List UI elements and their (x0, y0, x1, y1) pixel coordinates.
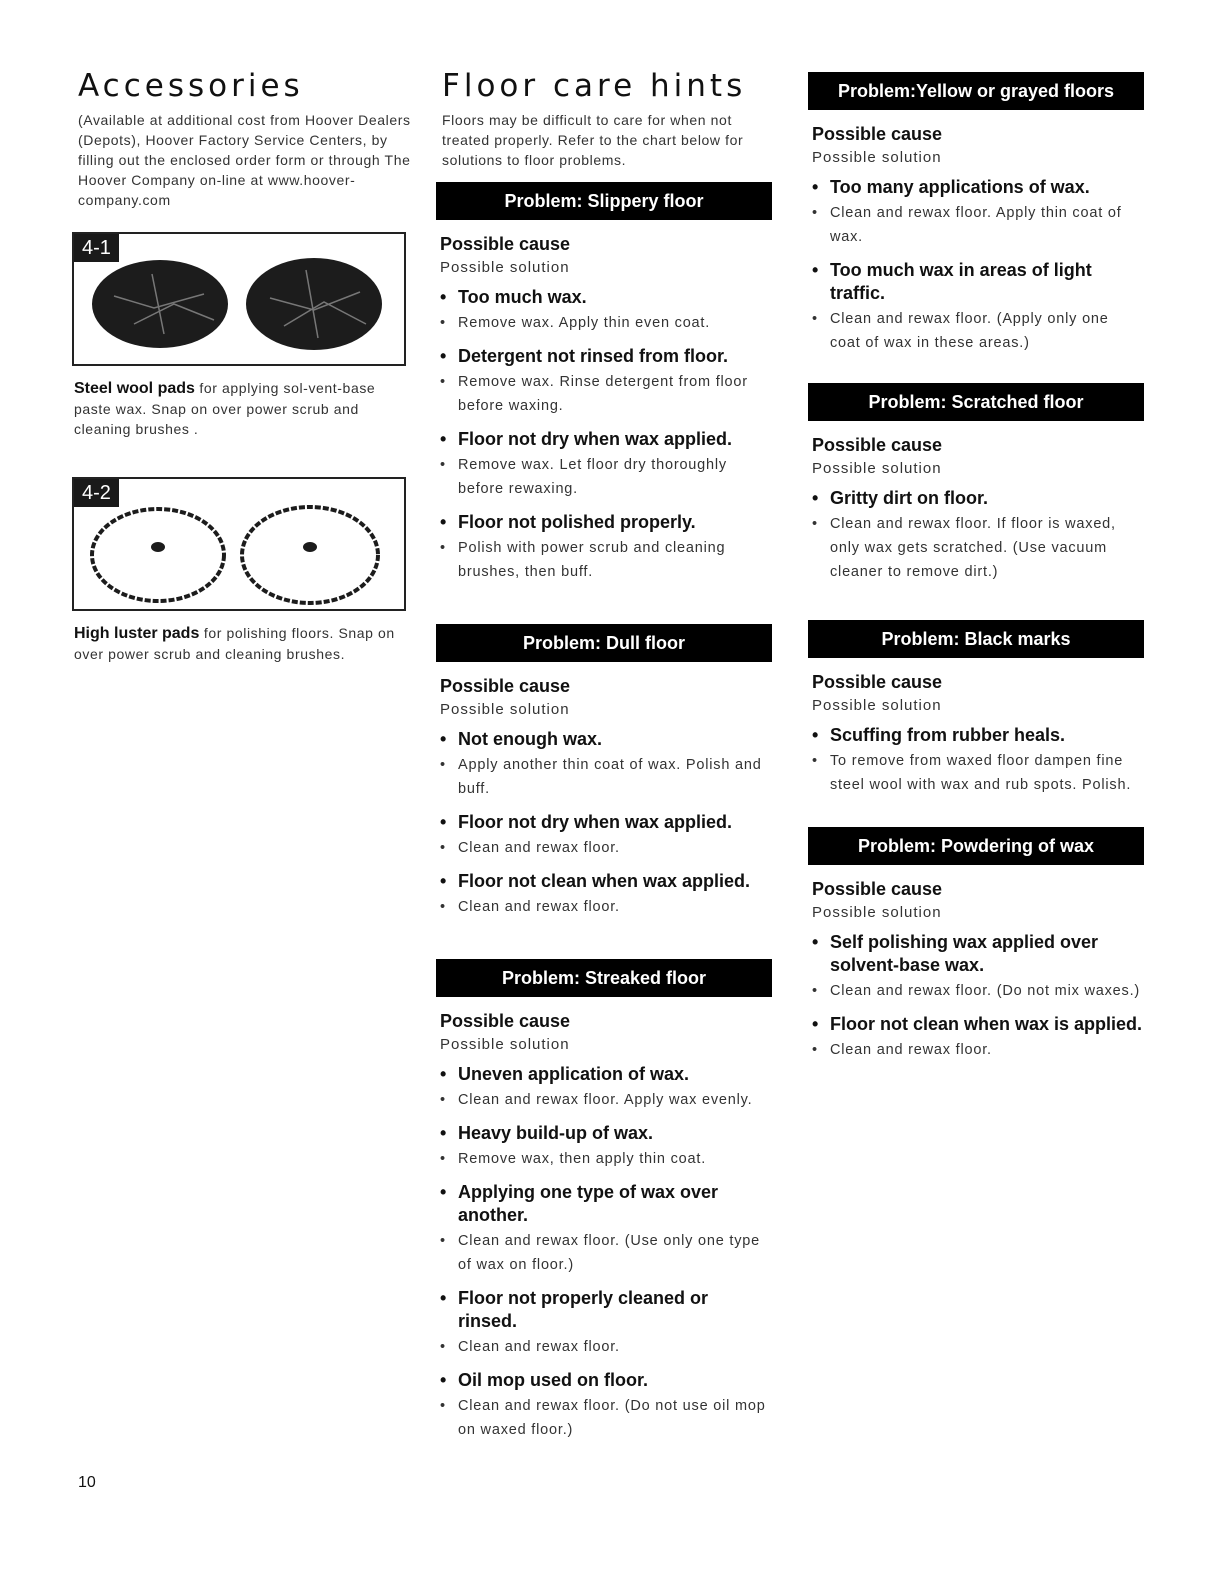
cause-item: • Floor not polished properly. (440, 511, 772, 534)
steel-wool-caption (74, 378, 412, 439)
cause-item: • Uneven application of wax. (440, 1063, 772, 1086)
accessories-intro: (Available at additional cost from Hoover Dealers (Depots), Hoover Factory Service Centers, by filling out the enclosed order form or through The Hoover Company on-line at www.hoover-company.com (78, 112, 411, 208)
floor-care-column (436, 60, 772, 1466)
problem-banner: Problem: Powdering of wax (808, 827, 1144, 865)
possible-cause-heading: Possible cause (812, 879, 943, 899)
page-number: 10 (78, 1474, 96, 1491)
cause-item: • Gritty dirt on floor. (812, 487, 1144, 510)
problem-dull (436, 624, 772, 919)
problem-black-marks (808, 620, 1144, 797)
problem-streaked (436, 959, 772, 1442)
possible-cause-heading: Possible cause (440, 676, 571, 696)
problem-powdering (808, 827, 1144, 1062)
figure-label: 4-1 (74, 234, 119, 262)
problem-scratched (808, 383, 1144, 584)
possible-solution-heading: Possible solution (812, 904, 942, 921)
problem-banner: Problem: Streaked floor (436, 959, 772, 997)
solution-item: • Polish with power scrub and cleaning brushes, then buff. (440, 536, 772, 584)
cause-item: • Too much wax. (440, 286, 772, 309)
possible-cause-heading: Possible cause (812, 672, 943, 692)
solution-item: • Clean and rewax floor. Apply thin coat of wax. (812, 201, 1144, 249)
cause-item: • Too much wax in areas of light traffic. (812, 259, 1144, 305)
figure-label: 4-2 (74, 479, 119, 507)
steel-wool-pads-image (74, 234, 404, 364)
cause-item: • Floor not dry when wax applied. (440, 811, 772, 834)
solution-item: • To remove from waxed floor dampen fine steel wool with wax and rub spots. Polish. (812, 749, 1144, 797)
cause-item: • Scuffing from rubber heals. (812, 724, 1144, 747)
floor-care-title: Floor care hints (442, 68, 747, 104)
solution-item: • Remove wax. Let floor dry thoroughly before rewaxing. (440, 453, 772, 501)
problem-banner: Problem: Scratched floor (808, 383, 1144, 421)
cause-item: • Self polishing wax applied over solvent-base wax. (812, 931, 1144, 977)
problem-slippery (436, 182, 772, 584)
possible-cause-heading: Possible cause (812, 435, 943, 455)
cause-item: • Floor not clean when wax is applied. (812, 1013, 1144, 1036)
problem-banner: Problem: Black marks (808, 620, 1144, 658)
possible-solution-heading: Possible solution (812, 460, 942, 477)
possible-solution-heading: Possible solution (440, 259, 570, 276)
cause-item: • Floor not clean when wax applied. (440, 870, 772, 893)
possible-solution-heading: Possible solution (440, 701, 570, 718)
high-luster-pads-image (74, 479, 404, 609)
caption-title: Steel wool pads (74, 380, 195, 397)
solution-item: • Remove wax, then apply thin coat. (440, 1147, 772, 1171)
possible-solution-heading: Possible solution (440, 1036, 570, 1053)
caption-text: for polishing floors. Snap on over power scrub and cleaning brushes. (74, 625, 395, 662)
figure-4-1 (72, 232, 406, 366)
solution-item: • Clean and rewax floor. (Do not use oil mop on waxed floor.) (440, 1394, 772, 1442)
floor-care-intro: Floors may be difficult to care for when not treated properly. Refer to the chart below for solutions to floor problems. (442, 112, 744, 168)
possible-solution-heading: Possible solution (812, 149, 942, 166)
solution-item: • Clean and rewax floor. (440, 1335, 772, 1359)
solution-item: • Clean and rewax floor. (Use only one type of wax on floor.) (440, 1229, 772, 1277)
cause-item: • Applying one type of wax over another. (440, 1181, 772, 1227)
problem-banner: Problem: Slippery floor (436, 182, 772, 220)
solution-item: • Remove wax. Apply thin even coat. (440, 311, 772, 335)
solution-item: • Remove wax. Rinse detergent from floor before waxing. (440, 370, 772, 418)
problems-column-right (808, 72, 1144, 1086)
accessories-column (72, 60, 412, 664)
cause-item: • Detergent not rinsed from floor. (440, 345, 772, 368)
accessories-title: Accessories (78, 68, 304, 104)
problem-yellow (808, 72, 1144, 355)
solution-item: • Clean and rewax floor. (Do not mix waxes.) (812, 979, 1144, 1003)
solution-item: • Clean and rewax floor. (440, 895, 772, 919)
high-luster-caption (74, 623, 412, 664)
cause-item: • Floor not dry when wax applied. (440, 428, 772, 451)
solution-item: • Apply another thin coat of wax. Polish and buff. (440, 753, 772, 801)
possible-cause-heading: Possible cause (440, 1011, 571, 1031)
caption-text: for applying sol-vent-base paste wax. Snap on over power scrub and cleaning brushes . (74, 380, 376, 437)
solution-item: • Clean and rewax floor. (Apply only one coat of wax in these areas.) (812, 307, 1144, 355)
solution-item: • Clean and rewax floor. (440, 836, 772, 860)
possible-cause-heading: Possible cause (812, 124, 943, 144)
cause-item: • Heavy build-up of wax. (440, 1122, 772, 1145)
cause-item: • Oil mop used on floor. (440, 1369, 772, 1392)
possible-solution-heading: Possible solution (812, 697, 942, 714)
problem-banner: Problem:Yellow or grayed floors (808, 72, 1144, 110)
cause-item: • Too many applications of wax. (812, 176, 1144, 199)
cause-item: • Not enough wax. (440, 728, 772, 751)
caption-title: High luster pads (74, 625, 200, 642)
figure-4-2 (72, 477, 406, 611)
problem-banner: Problem: Dull floor (436, 624, 772, 662)
solution-item: • Clean and rewax floor. (812, 1038, 1144, 1062)
cause-item: • Floor not properly cleaned or rinsed. (440, 1287, 772, 1333)
solution-item: • Clean and rewax floor. Apply wax evenly. (440, 1088, 772, 1112)
possible-cause-heading: Possible cause (440, 234, 571, 254)
solution-item: • Clean and rewax floor. If floor is waxed, only wax gets scratched. (Use vacuum cleaner to remove dirt.) (812, 512, 1144, 584)
